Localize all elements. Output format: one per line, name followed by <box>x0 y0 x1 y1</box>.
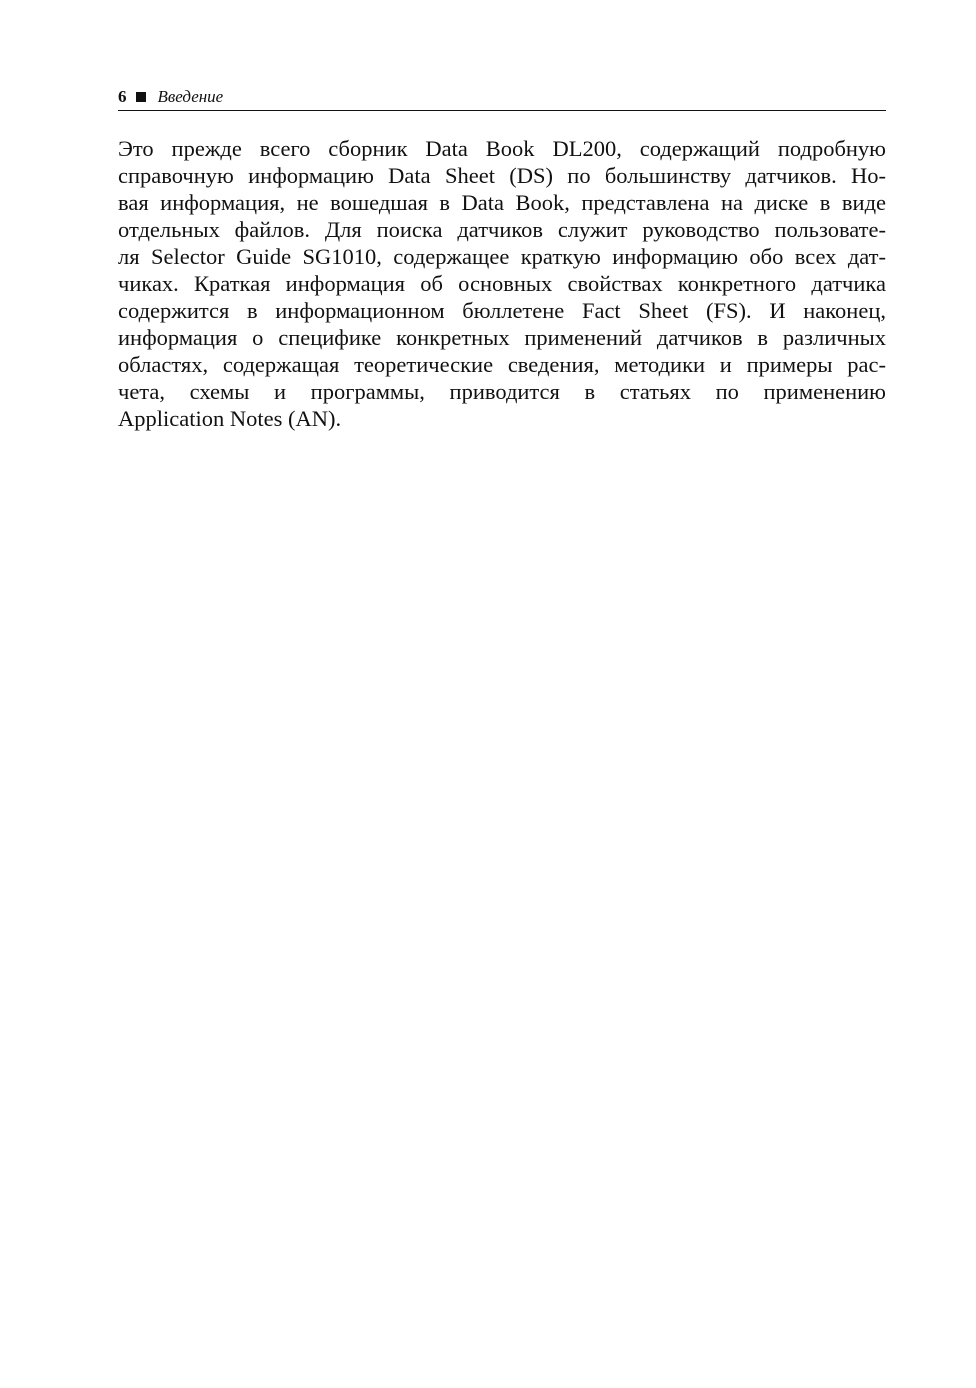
section-title: Введение <box>157 87 224 106</box>
paragraph-line: ля Selector Guide SG1010, содержащее краткую информацию обо всех дат- <box>118 244 886 269</box>
black-square-icon <box>136 92 146 102</box>
body-paragraph <box>118 135 886 432</box>
paragraph-line: Это прежде всего сборник Data Book DL200, содержащий подробную <box>118 136 886 161</box>
paragraph-line: Application Notes (AN). <box>118 406 342 431</box>
running-header <box>118 84 886 111</box>
paragraph-line: справочную информацию Data Sheet (DS) по большинству датчиков. Но- <box>118 163 886 188</box>
paragraph-line: областях, содержащая теоретические сведения, методики и примеры рас- <box>118 352 886 377</box>
paragraph-line: чета, схемы и программы, приводится в статьях по применению <box>118 379 886 404</box>
paragraph-line: информация о специфике конкретных применений датчиков в различных <box>118 325 886 350</box>
paragraph-line: вая информация, не вошедшая в Data Book, представлена на диске в виде <box>118 190 886 215</box>
paragraph-line: чиках. Краткая информация об основных свойствах конкретного датчика <box>118 271 886 296</box>
paragraph-line: содержится в информационном бюллетене Fact Sheet (FS). И наконец, <box>118 298 886 323</box>
paragraph-line: отдельных файлов. Для поиска датчиков служит руководство пользовате- <box>118 217 886 242</box>
page-number: 6 <box>118 87 127 106</box>
